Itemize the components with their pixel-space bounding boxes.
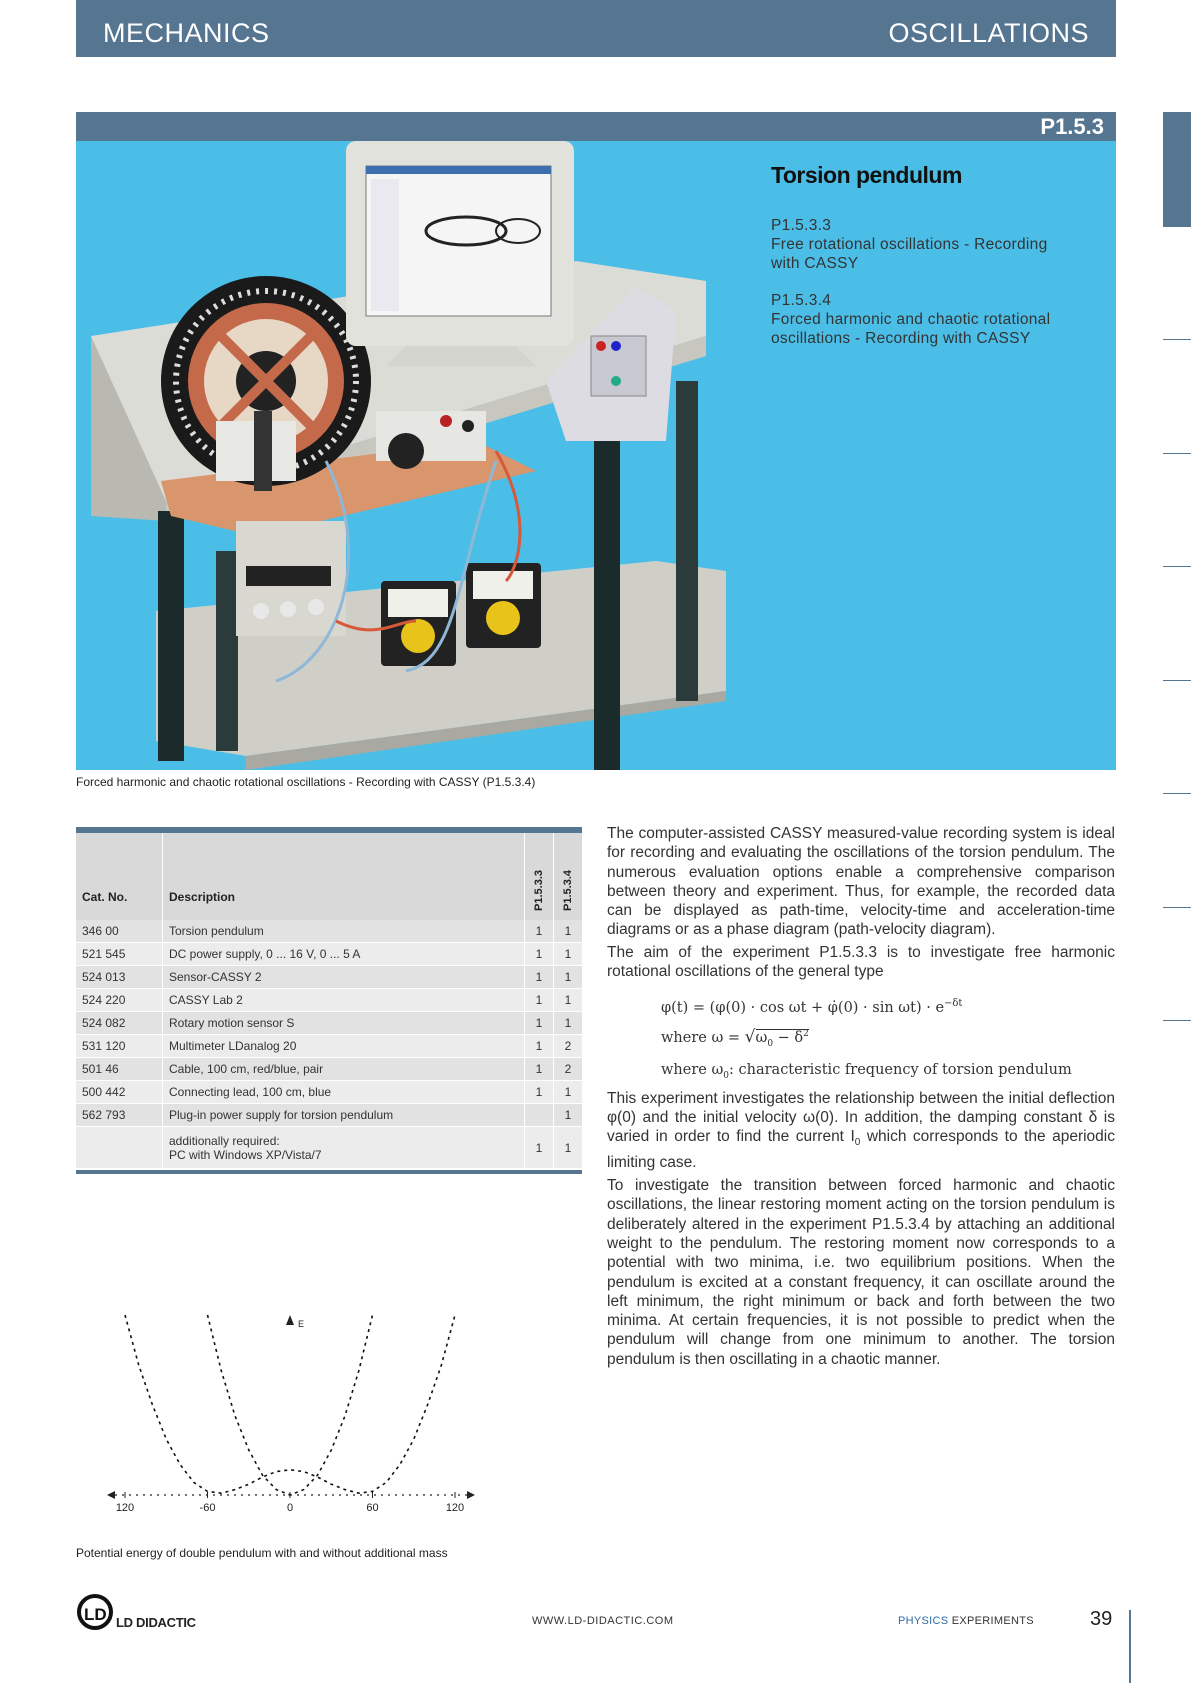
paragraph bbox=[607, 1089, 1115, 1172]
col-header-exp-a bbox=[525, 833, 554, 920]
col-header-exp-a-label: P1.5.3.3 bbox=[533, 870, 545, 911]
footer-rule bbox=[1129, 1610, 1131, 1683]
equation-motion bbox=[661, 991, 1115, 1021]
eq2-pre: where ω = bbox=[661, 1030, 745, 1047]
table-row bbox=[76, 1012, 582, 1035]
equations bbox=[661, 991, 1115, 1088]
paragraph: The computer-assisted CASSY measured-value recording system is ideal for recording and evaluating the oscillations of the torsion pendulum. The numerous evaluation options enable a comprehensive comparison between theory and experiment. Thus, for example, the recorded data can be displayed as path-time, velocity-time and acceleration-time diagrams or as a phase diagram (path-velocity diagram). bbox=[607, 825, 1115, 939]
equation-frequency bbox=[661, 1021, 1115, 1057]
table-row bbox=[76, 1058, 582, 1081]
y-axis-label: E bbox=[298, 1319, 305, 1329]
x-tick-label: 0 bbox=[286, 1502, 294, 1514]
paragraph-part: which corresponds to the aperiodic limiting case. bbox=[607, 1128, 1115, 1171]
x-axis-arrow bbox=[467, 1491, 475, 1499]
paragraph: The aim of the experiment P1.5.3.3 is to investigate free harmonic rotational oscillations of the general type bbox=[607, 943, 1115, 981]
experiment-desc: Free rotational oscillations - Recording bbox=[771, 236, 1048, 253]
qty-b: 1 bbox=[554, 1081, 583, 1104]
qty-a: 1 bbox=[525, 1012, 554, 1035]
table-row bbox=[76, 920, 582, 943]
side-tab-divider bbox=[1163, 680, 1191, 681]
qty-a: 1 bbox=[525, 1127, 554, 1169]
cat-no: 346 00 bbox=[76, 920, 163, 943]
cat-no: 524 082 bbox=[76, 1012, 163, 1035]
footer-cat-physics: PHYSICS bbox=[898, 1615, 949, 1627]
chart-caption: Potential energy of double pendulum with and without additional mass bbox=[76, 1546, 448, 1560]
description: Rotary motion sensor S bbox=[163, 1012, 525, 1035]
qty-a: 1 bbox=[525, 920, 554, 943]
x-tick-label: 120 bbox=[115, 1502, 135, 1514]
table-row bbox=[76, 1081, 582, 1104]
footer-url[interactable]: WWW.LD-DIDACTIC.COM bbox=[532, 1615, 674, 1627]
qty-a: 1 bbox=[525, 943, 554, 966]
page-title: Torsion pendulum bbox=[771, 162, 962, 188]
ld-logo[interactable] bbox=[76, 1590, 196, 1637]
description: Connecting lead, 100 cm, blue bbox=[163, 1081, 525, 1104]
qty-b: 1 bbox=[554, 920, 583, 943]
table-row bbox=[76, 966, 582, 989]
table-row-extra bbox=[76, 1127, 582, 1169]
col-header-desc: Description bbox=[163, 833, 525, 920]
eq3-post: : characteristic frequency of torsion pendulum bbox=[729, 1061, 1072, 1078]
cat-no: 521 545 bbox=[76, 943, 163, 966]
experiment-id: P1.5.3.3 bbox=[771, 217, 832, 234]
description-extra bbox=[163, 1127, 525, 1169]
qty-b: 1 bbox=[554, 1104, 583, 1127]
logo-text: LD DIDACTIC bbox=[116, 1615, 196, 1630]
header-section: MECHANICS bbox=[103, 18, 270, 48]
experiment-item bbox=[771, 216, 1047, 273]
description: Sensor-CASSY 2 bbox=[163, 966, 525, 989]
eq2-radicand: $\omega_0 - \delta^2$ bbox=[755, 1029, 809, 1049]
qty-b: 2 bbox=[554, 1058, 583, 1081]
experiment-desc: with CASSY bbox=[771, 255, 859, 272]
potential-energy-chart bbox=[100, 1305, 480, 1525]
extra-line: additionally required: bbox=[169, 1133, 280, 1148]
eq2-omega-sub: 0 bbox=[767, 1038, 774, 1049]
current-sub: 0 bbox=[854, 1137, 861, 1149]
paragraph: To investigate the transition between forced harmonic and chaotic oscillations, the linear restoring moment acting on the torsion pendulum is deliberately altered in the experiment P1.5.3.4 by attaching an additional weight to the pendulum. The restoring moment now corresponds to a potential with two minima, i.e. two equilibrium positions. When the pendulum is excited at a constant frequency, it can oscillate around the left minimum, the right minimum or back and forth between the two minima. At certain frequencies, it is not possible to predict when the pendulum will change from one minimum to another. The torsion pendulum is then oscillating in a chaotic manner. bbox=[607, 1177, 1115, 1368]
x-tick-label: -60 bbox=[199, 1502, 216, 1514]
page-header bbox=[76, 0, 1116, 57]
qty-b: 1 bbox=[554, 943, 583, 966]
qty-a: 1 bbox=[525, 1035, 554, 1058]
description: Plug-in power supply for torsion pendulum bbox=[163, 1104, 525, 1127]
side-tab-divider bbox=[1163, 793, 1191, 794]
side-tab-divider bbox=[1163, 339, 1191, 340]
paragraph-part: This experiment investigates the relationship between the initial deflection φ(0) and the initial velocity ω(0). In addition, the damping constant δ is varied in order to find the current I bbox=[607, 1089, 1115, 1146]
col-header-cat: Cat. No. bbox=[76, 833, 163, 920]
description: Multimeter LDanalog 20 bbox=[163, 1035, 525, 1058]
experiment-desc: oscillations - Recording with CASSY bbox=[771, 330, 1031, 347]
svg-text:LD: LD bbox=[84, 1605, 107, 1624]
description: Torsion pendulum bbox=[163, 920, 525, 943]
experiment-desc: Forced harmonic and chaotic rotational bbox=[771, 311, 1051, 328]
x-tick-label: 60 bbox=[366, 1502, 379, 1514]
qty-a bbox=[525, 1104, 554, 1127]
table-bottom-rule bbox=[76, 1170, 582, 1174]
experiment-item bbox=[771, 291, 1050, 348]
qty-a: 1 bbox=[525, 1081, 554, 1104]
qty-b: 1 bbox=[554, 966, 583, 989]
series-with-mass bbox=[125, 1315, 455, 1493]
description: DC power supply, 0 ... 16 V, 0 ... 5 A bbox=[163, 943, 525, 966]
cat-no: 524 220 bbox=[76, 989, 163, 1012]
table-row bbox=[76, 1035, 582, 1058]
cat-no-empty bbox=[76, 1127, 163, 1169]
y-axis-arrow bbox=[286, 1315, 294, 1325]
page-number: 39 bbox=[1090, 1608, 1113, 1630]
x-tick-label: 120 bbox=[445, 1502, 465, 1514]
qty-b: 1 bbox=[554, 989, 583, 1012]
eq1-main: φ(t) = (φ(0) · cos ωt + φ̇(0) · sin ωt) · e bbox=[661, 1000, 945, 1017]
qty-a: 1 bbox=[525, 966, 554, 989]
description: CASSY Lab 2 bbox=[163, 989, 525, 1012]
x-axis-arrow-left bbox=[107, 1491, 115, 1499]
header-topic: OSCILLATIONS bbox=[888, 18, 1089, 48]
footer-category bbox=[898, 1615, 1034, 1627]
photo-caption: Forced harmonic and chaotic rotational oscillations - Recording with CASSY (P1.5.3.4) bbox=[76, 775, 536, 789]
experiment-code-bar bbox=[76, 112, 1116, 141]
col-header-exp-b-label: P1.5.3.4 bbox=[562, 870, 574, 911]
table-row bbox=[76, 1104, 582, 1127]
qty-a: 1 bbox=[525, 1058, 554, 1081]
eq1-exp: −δt bbox=[944, 998, 963, 1010]
side-tab-divider bbox=[1163, 566, 1191, 567]
cat-no: 531 120 bbox=[76, 1035, 163, 1058]
side-tab-divider bbox=[1163, 453, 1191, 454]
cat-no: 562 793 bbox=[76, 1104, 163, 1127]
side-tab-divider bbox=[1163, 1020, 1191, 1021]
description: Cable, 100 cm, red/blue, pair bbox=[163, 1058, 525, 1081]
table-row bbox=[76, 943, 582, 966]
cat-no: 501 46 bbox=[76, 1058, 163, 1081]
footer-cat-experiments: EXPERIMENTS bbox=[948, 1615, 1034, 1627]
extra-line: PC with Windows XP/Vista/7 bbox=[169, 1147, 322, 1162]
table-row bbox=[76, 989, 582, 1012]
side-tab-divider bbox=[1163, 907, 1191, 908]
sqrt-icon: √ bbox=[744, 1027, 756, 1048]
ld-logo-icon bbox=[76, 1590, 118, 1632]
eq2-rest: − δ bbox=[773, 1030, 804, 1047]
qty-a: 1 bbox=[525, 989, 554, 1012]
eq2-omega: ω bbox=[755, 1030, 768, 1047]
cat-no: 500 442 bbox=[76, 1081, 163, 1104]
col-header-exp-b bbox=[554, 833, 583, 920]
parts-table bbox=[76, 833, 582, 1169]
eq3-pre: where ω bbox=[661, 1061, 724, 1078]
qty-b: 2 bbox=[554, 1035, 583, 1058]
equation-legend bbox=[661, 1057, 1115, 1089]
series-without-mass bbox=[208, 1315, 373, 1495]
cat-no: 524 013 bbox=[76, 966, 163, 989]
side-tab-active[interactable] bbox=[1163, 112, 1191, 227]
experiment-id: P1.5.3.4 bbox=[771, 292, 832, 309]
body-text bbox=[607, 824, 1115, 1369]
experiment-code: P1.5.3 bbox=[1040, 114, 1104, 139]
qty-b: 1 bbox=[554, 1127, 583, 1169]
eq3-sub: 0 bbox=[723, 1070, 730, 1081]
qty-b: 1 bbox=[554, 1012, 583, 1035]
